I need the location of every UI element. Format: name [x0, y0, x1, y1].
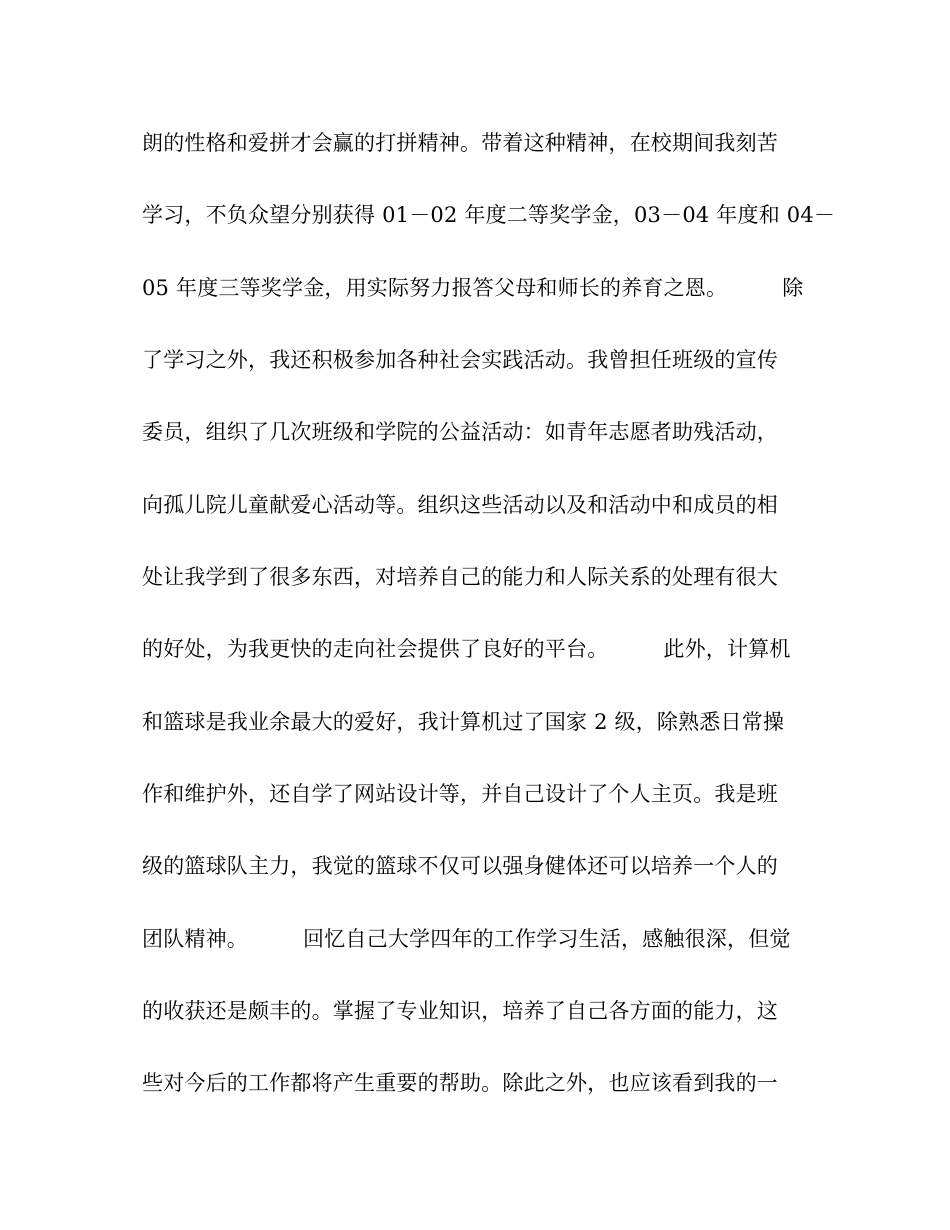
- text-line: 05 年度三等奖学金，用实际努力报答父母和师长的养育之恩。 除: [142, 276, 804, 300]
- text-line: 的好处，为我更快的走向社会提供了良好的平台。 此外，计算机: [142, 637, 791, 661]
- text-line: 委员，组织了几次班级和学院的公益活动：如青年志愿者助残活动，: [142, 420, 778, 444]
- text-line: 级的篮球队主力，我觉的篮球不仅可以强身健体还可以培养一个人的: [142, 854, 778, 878]
- text-line: 和篮球是我业余最大的爱好，我计算机过了国家 2 级，除熟悉日常操: [142, 710, 785, 734]
- text-line: 朗的性格和爱拼才会赢的打拼精神。带着这种精神，在校期间我刻苦: [142, 131, 778, 155]
- text-line: 些对今后的工作都将产生重要的帮助。除此之外，也应该看到我的一: [142, 1071, 778, 1095]
- text-line: 作和维护外，还自学了网站设计等，并自己设计了个人主页。我是班: [142, 782, 778, 806]
- text-line: 学习，不负众望分别获得 01－02 年度二等奖学金，03－04 年度和 04－: [142, 203, 836, 227]
- text-line: 团队精神。 回忆自己大学四年的工作学习生活，感触很深，但觉: [142, 927, 791, 951]
- text-line: 处让我学到了很多东西，对培养自己的能力和人际关系的处理有很大: [142, 565, 778, 589]
- text-line: 了学习之外，我还积极参加各种社会实践活动。我曾担任班级的宣传: [142, 348, 778, 372]
- text-line: 向孤儿院儿童献爱心活动等。组织这些活动以及和活动中和成员的相: [142, 493, 778, 517]
- text-line: 的收获还是颇丰的。掌握了专业知识，培养了自己各方面的能力，这: [142, 999, 778, 1023]
